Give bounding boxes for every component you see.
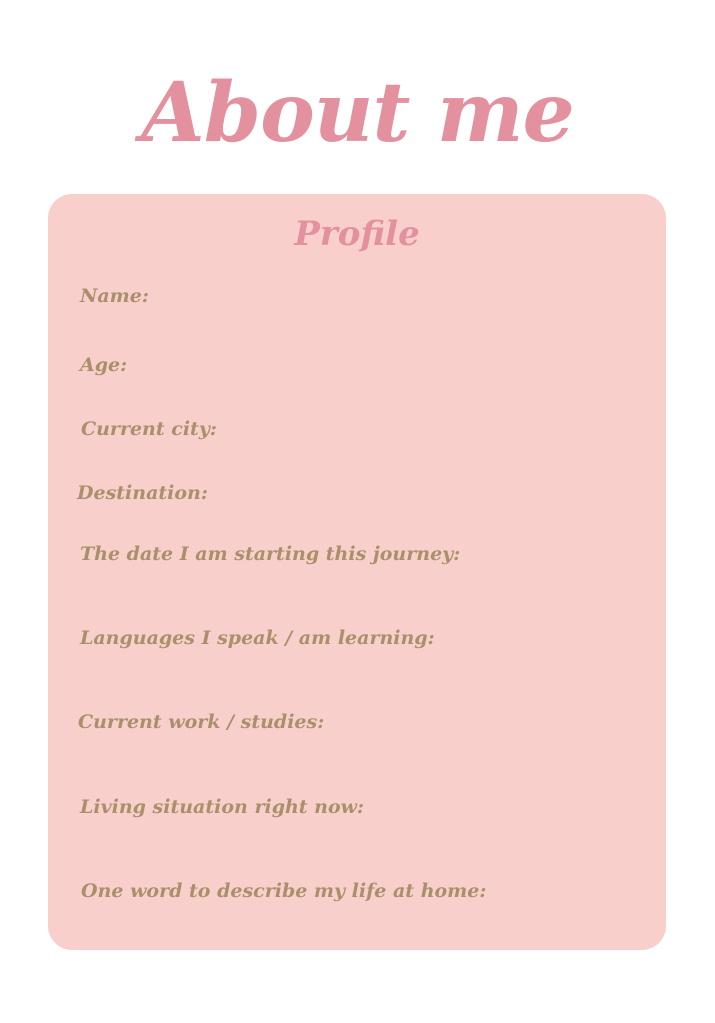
profile-card: [48, 194, 666, 950]
field-label-destination: Destination:: [77, 482, 208, 504]
field-label-name: Name:: [80, 285, 149, 307]
field-label-start-date: The date I am starting this journey:: [80, 543, 461, 565]
field-label-languages: Languages I speak / am learning:: [80, 627, 435, 649]
page-title: About me: [141, 65, 574, 161]
field-label-age: Age:: [80, 354, 128, 376]
field-label-one-word: One word to describe my life at home:: [81, 880, 487, 902]
field-label-living-situation: Living situation right now:: [80, 796, 365, 818]
field-label-current-city: Current city:: [81, 418, 217, 440]
profile-heading: Profile: [294, 214, 420, 254]
field-label-work-studies: Current work / studies:: [78, 711, 325, 733]
